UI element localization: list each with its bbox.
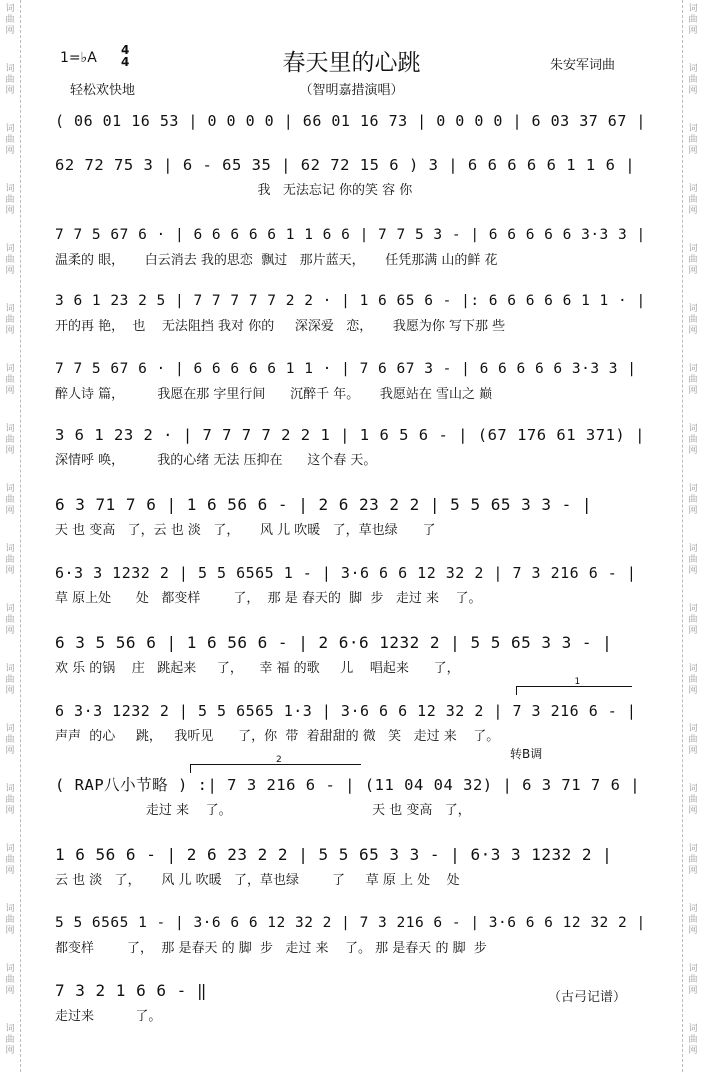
watermark-mark: 词 曲 网 [688,304,698,336]
watermark-mark: 词 曲 网 [5,664,15,696]
second-ending-bracket [190,755,361,773]
meter-bottom: 4 [121,55,130,69]
watermark-mark: 词 曲 网 [688,1024,698,1056]
watermark-mark: 词 曲 网 [688,364,698,396]
lyric-row: 声声 的心 跳， 我听见 了，你 带 着甜甜的 微 笑 走过 来 了。 [55,729,500,744]
lyric-row: 天 也 变高 了，云 也 淡 了， 风 儿 吹暖 了，草也绿 了 [55,523,436,538]
watermark-mark: 词 曲 网 [5,844,15,876]
watermark-mark: 词 曲 网 [688,604,698,636]
key-signature: 1=♭A [60,50,97,66]
watermark-mark: 词 曲 网 [5,244,15,276]
first-ending-number: 1 [574,677,581,687]
tempo-marking: 轻松欢快地 [70,83,136,98]
watermark-mark: 词 曲 网 [688,244,698,276]
notation-row: 7 7 5 67 6 · | 6 6 6 6 6 1 1 6 6 | 7 7 5 3 - | 6 6 6 6 6 3·3 3 | [55,227,646,243]
song-title: 春天里的心跳 [282,50,421,76]
watermark-mark: 词 曲 网 [688,184,698,216]
watermark-mark: 词 曲 网 [5,64,15,96]
watermark-mark: 词 曲 网 [5,364,15,396]
lyric-row: 走过来 了。 [55,1009,162,1024]
lyric-row: 温柔的 眼， 白云消去 我的思恋 飘过 那片蓝天， 任凭那满 山的鲜 花 [55,253,498,268]
watermark-mark: 词 曲 网 [5,964,15,996]
watermark-mark: 词 曲 网 [688,904,698,936]
watermark-mark: 词 曲 网 [5,904,15,936]
watermark-mark: 词 曲 网 [5,484,15,516]
transcriber-credit: （古弓记谱） [548,990,627,1005]
first-ending-bracket [516,677,632,695]
watermark-mark: 词 曲 网 [688,4,698,36]
watermark-mark: 词 曲 网 [688,844,698,876]
watermark-mark: 词 曲 网 [688,724,698,756]
watermark-mark: 词 曲 网 [5,184,15,216]
notation-row: 3 6 1 23 2 · | 7 7 7 7 2 2 1 | 1 6 5 6 - | (67 176 61 371) | [55,426,645,444]
lyric-row: 醉人诗 篇， 我愿在那 字里行间 沉醉千 年。 我愿站在 雪山之 巅 [55,387,493,402]
meter-top: 4 [121,43,130,57]
watermark-mark: 词 曲 网 [688,424,698,456]
watermark-mark: 词 曲 网 [688,964,698,996]
watermark-mark: 词 曲 网 [688,784,698,816]
watermark-mark: 词 曲 网 [5,304,15,336]
lyric-row: 我 无法忘记 你的笑 容 你 [55,183,413,198]
notation-row: 7 3 2 1 6 6 - ‖ [55,981,207,1000]
lyric-row: 欢 乐 的锅 庄 跳起来 了， 幸 福 的歌 儿 唱起来 了， [55,661,460,676]
watermark-mark: 词 曲 网 [688,64,698,96]
second-ending-number: 2 [276,755,282,765]
watermark-mark: 词 曲 网 [5,724,15,756]
singer-credit: （智明嘉措演唱） [299,83,404,98]
lyric-row: 开的再 艳， 也 无法阻挡 我对 你的 深深爱 恋， 我愿为你 写下那 些 [55,319,506,334]
watermark-mark: 词 曲 网 [5,1024,15,1056]
notation-row: 3 6 1 23 2 5 | 7 7 7 7 7 2 2 · | 1 6 65 6 - |: 6 6 6 6 6 1 1 · | [55,293,646,309]
notation-row: ( 06 01 16 53 | 0 0 0 0 | 66 01 16 73 | 0 0 0 0 | 6 03 37 67 | [55,112,646,130]
notation-row: 6·3 3 1232 2 | 5 5 6565 1 - | 3·6 6 6 12 32 2 | 7 3 216 6 - | [55,564,637,582]
lyric-row: 走过 来 了。 天 也 变高 了， [55,803,471,818]
notation-row: 5 5 6565 1 - | 3·6 6 6 12 32 2 | 7 3 216 6 - | 3·6 6 6 12 32 2 | [55,915,646,931]
modulation-marking: 转B调 [510,747,543,761]
lyric-row: 云 也 淡 了， 风 儿 吹暖 了，草也绿 了 草 原 上 处 处 [55,873,460,888]
notation-row: 62 72 75 3 | 6 - 65 35 | 62 72 15 6 ) 3 | 6 6 6 6 6 1 1 6 | [55,156,636,174]
lyric-row: 都变样 了， 那 是春天 的 脚 步 走过 来 了。 那 是春天 的 脚 步 [55,941,487,956]
watermark-mark: 词 曲 网 [5,604,15,636]
watermark-mark: 词 曲 网 [5,124,15,156]
notation-row: 6 3 71 7 6 | 1 6 56 6 - | 2 6 23 2 2 | 5 5 65 3 3 - | [55,495,593,514]
watermark-mark: 词 曲 网 [688,664,698,696]
notation-row: ( RAP八小节略 ) :| 7 3 216 6 - | (11 04 04 32) | 6 3 71 7 6 | [55,776,641,794]
watermark-mark: 词 曲 网 [688,484,698,516]
right-margin-strip [682,0,703,1072]
composer-credit: 朱安军词曲 [550,58,616,73]
watermark-mark: 词 曲 网 [5,424,15,456]
watermark-mark: 词 曲 网 [688,124,698,156]
notation-row: 6 3 5 56 6 | 1 6 56 6 - | 2 6·6 1232 2 | 5 5 65 3 3 - | [55,633,613,652]
notation-row: 7 7 5 67 6 · | 6 6 6 6 6 1 1 · | 7 6 67 3 - | 6 6 6 6 6 3·3 3 | [55,361,637,377]
watermark-mark: 词 曲 网 [688,544,698,576]
left-margin-strip [0,0,21,1072]
notation-row: 6 3·3 1232 2 | 5 5 6565 1·3 | 3·6 6 6 12 32 2 | 7 3 216 6 - | [55,702,637,720]
watermark-mark: 词 曲 网 [5,544,15,576]
watermark-mark: 词 曲 网 [5,4,15,36]
watermark-mark: 词 曲 网 [5,784,15,816]
notation-row: 1 6 56 6 - | 2 6 23 2 2 | 5 5 65 3 3 - | 6·3 3 1232 2 | [55,845,613,864]
lyric-row: 深情呼 唤， 我的心绪 无法 压抑在 这个春 天。 [55,453,377,468]
lyric-row: 草 原上处 处 都变样 了， 那 是 春天的 脚 步 走过 来 了。 [55,591,482,606]
